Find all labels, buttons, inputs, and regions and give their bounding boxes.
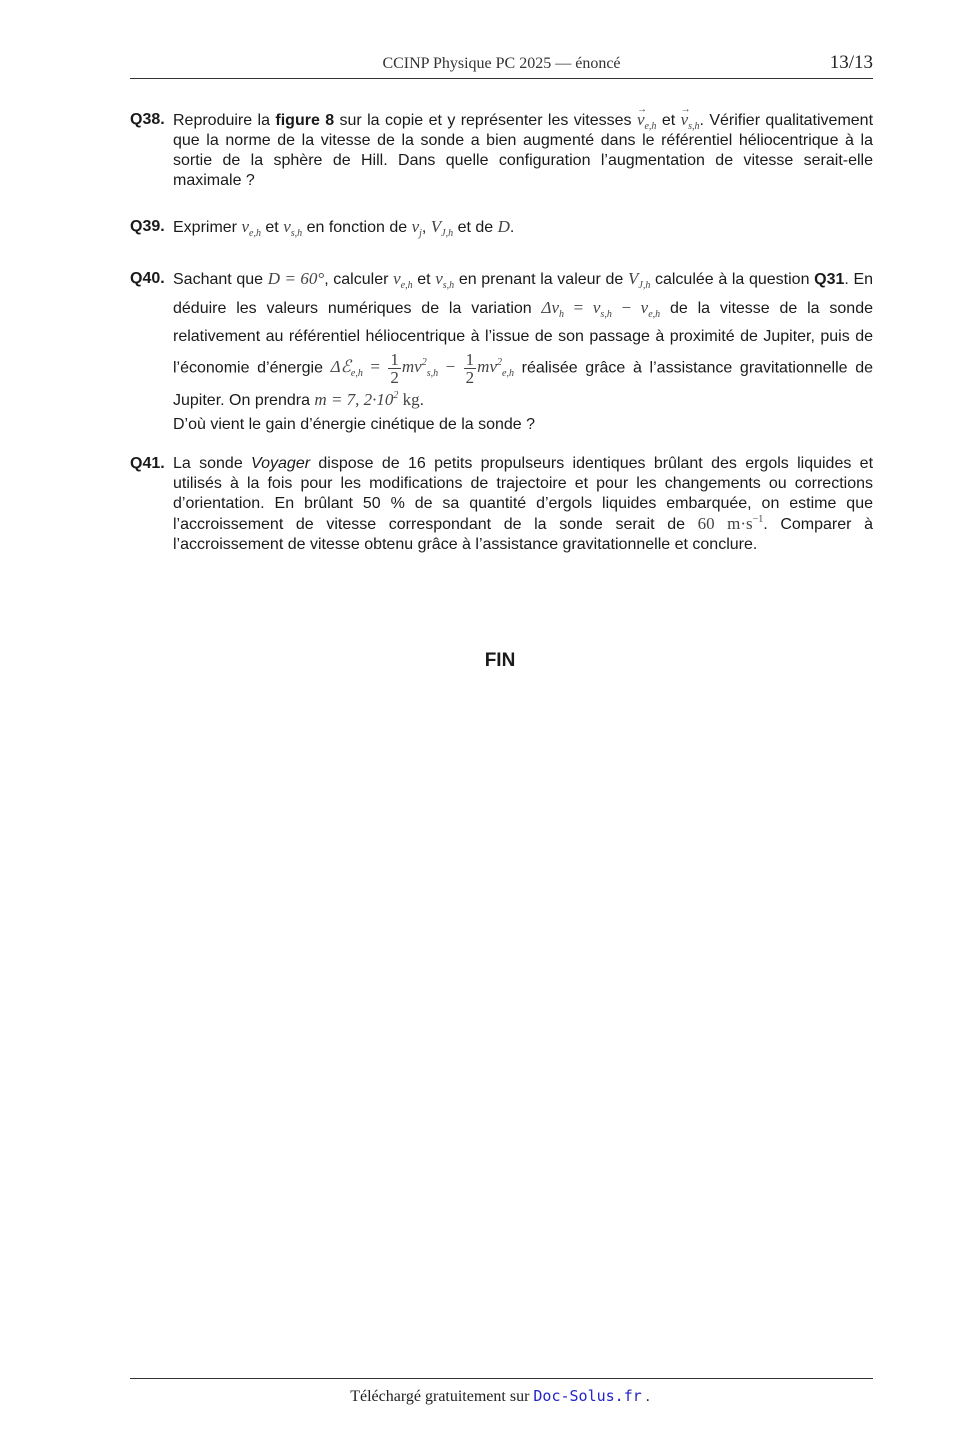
math-subscript: e,h xyxy=(249,228,261,239)
math-v-sh xyxy=(435,269,455,291)
math-subscript: J,h xyxy=(638,280,651,291)
math-subscript: e,h xyxy=(648,309,661,320)
text-span: La sonde xyxy=(173,455,252,472)
math-symbol: v xyxy=(241,217,249,236)
text-span: et xyxy=(412,271,436,288)
math-subscript: h xyxy=(559,309,565,320)
question-text xyxy=(173,110,873,191)
question-ref: Q31 xyxy=(814,271,845,288)
question-number: Q40. xyxy=(130,270,165,287)
math-subscript: e,h xyxy=(350,368,363,380)
math-delta-E xyxy=(330,350,514,387)
text-span: et de xyxy=(453,219,498,236)
text-span: Sachant que xyxy=(173,271,268,288)
math-symbol: → v xyxy=(681,110,689,130)
math-symbol: m = 7, 2·10 xyxy=(314,390,394,409)
footer-link[interactable]: Doc-Solus.fr xyxy=(533,1387,642,1405)
text-span: . Comparer à l’accroissement de vitesse obtenu grâce à l’assistance gravitationnelle et conclure. xyxy=(173,516,874,553)
footer-end: . xyxy=(641,1388,650,1405)
text-span: dispose de 16 petits propulseurs identiques brûlant des ergols liquides et utilisés à la fois pour les modifications de trajectoire et pour les changements ou corrections d’orientation. En brûlant 50 % de sa quantité d’ergols liquides embarquée, on estime que l’accroissement de vitesse correspondant de la sonde serait de xyxy=(173,455,874,533)
math-V-Jh xyxy=(430,217,454,239)
math-exponent: 2 xyxy=(421,357,427,369)
math-symbol: → v xyxy=(637,110,645,130)
math-D-eq: D = 60° xyxy=(267,269,325,288)
text-span: . En déduire les valeurs numériques de la variation xyxy=(173,271,874,317)
math-symbol: v xyxy=(283,217,291,236)
math-symbol: v xyxy=(640,298,649,317)
math-v-sh xyxy=(283,217,303,239)
math-subscript: s,h xyxy=(442,280,455,291)
end-marker: FIN xyxy=(484,650,516,671)
math-denominator: 2 xyxy=(390,368,399,387)
math-symbol: v xyxy=(393,269,401,288)
question-text xyxy=(173,454,873,555)
text-span: Exprimer xyxy=(173,219,242,236)
footer-rule xyxy=(130,1378,873,1379)
question-q40 xyxy=(130,265,873,435)
question-text xyxy=(173,265,873,435)
math-subscript: e,h xyxy=(400,280,413,291)
question-number: Q38. xyxy=(130,111,165,128)
math-symbol: V xyxy=(430,217,442,236)
math-symbol: V xyxy=(627,269,639,288)
math-denominator: 2 xyxy=(465,368,475,387)
text-span: , calculer xyxy=(324,271,394,288)
math-symbol: v xyxy=(592,298,601,317)
math-numerator: 1 xyxy=(390,350,399,369)
math-unit: kg xyxy=(398,390,420,409)
math-exponent: −1 xyxy=(752,514,764,525)
text-span: , xyxy=(421,219,431,236)
math-vec-v-eh xyxy=(636,110,657,132)
text-span: et xyxy=(656,112,681,129)
math-subscript: e,h xyxy=(644,121,657,132)
question-text xyxy=(173,217,873,238)
math-vec-v-sh xyxy=(680,110,700,132)
question-q39 xyxy=(130,217,873,238)
question-number: Q39. xyxy=(130,218,165,235)
math-subscript: J,h xyxy=(441,228,454,239)
math-operator: = xyxy=(362,357,388,377)
math-v-eh xyxy=(241,217,261,239)
text-span: de la vitesse de la sonde relativement au référentiel héliocentrique à l’issue de son passage à proximité de Jupiter, puis de l’économie d’énergie xyxy=(173,300,873,377)
figure-ref: figure 8 xyxy=(275,112,335,129)
math-v-j xyxy=(411,217,422,239)
math-D: D xyxy=(497,217,510,236)
math-symbol: mv xyxy=(401,357,422,377)
question-q41 xyxy=(130,454,873,555)
math-exponent: 2 xyxy=(393,390,399,401)
math-subscript: e,h xyxy=(502,368,514,380)
text-span: en fonction de xyxy=(302,219,412,236)
probe-name: Voyager xyxy=(251,455,311,472)
text-span: . Vérifier qualitativement que la norme de la vitesse de la sonde a bien augmenté dans le référentiel héliocentrique à la sortie de la sphère de Hill. Dans quelle configuration l’augmentation de vitesse serait-elle maximale ? xyxy=(173,112,874,189)
math-subscript: s,h xyxy=(688,121,700,132)
math-symbol: v xyxy=(435,269,443,288)
math-symbol: v xyxy=(411,217,420,236)
math-subscript: s,h xyxy=(600,309,612,320)
text-span: . xyxy=(419,392,425,409)
text-span: sur la copie et y représenter les vitesses xyxy=(334,112,637,129)
text-span: calculée à la question xyxy=(650,271,815,288)
math-symbol: mv xyxy=(477,357,497,377)
math-subscript: j xyxy=(419,228,422,239)
math-operator: − xyxy=(611,298,641,317)
page-header xyxy=(130,52,873,79)
math-v-eh xyxy=(393,269,413,291)
math-fraction xyxy=(388,351,401,386)
text-span: en prenant la valeur de xyxy=(454,271,628,288)
math-numerator: 1 xyxy=(465,350,475,369)
math-subscript: s,h xyxy=(426,368,439,380)
text-span: et xyxy=(260,219,284,236)
text-span: Reproduire la xyxy=(173,112,276,129)
math-symbol: Δℰ xyxy=(330,357,351,377)
math-symbol: Δv xyxy=(541,298,560,317)
page-number: 13/13 xyxy=(829,52,873,73)
math-V-Jh xyxy=(627,269,651,291)
math-operator: = xyxy=(564,298,593,317)
text-span: réalisée grâce à l’assistance gravitationnelle de Jupiter. On prendra xyxy=(173,359,874,409)
footer-text: Téléchargé gratuitement sur xyxy=(350,1388,534,1405)
header-title: CCINP Physique PC 2025 — énoncé xyxy=(382,55,621,72)
question-number: Q41. xyxy=(130,455,165,472)
math-operator: − xyxy=(438,357,463,377)
question-q38 xyxy=(130,110,873,191)
math-fraction xyxy=(464,351,477,386)
math-subscript: s,h xyxy=(290,228,303,239)
question-followup: D’où vient le gain d’énergie cinétique de la sonde ? xyxy=(173,416,536,433)
math-delta-v xyxy=(541,298,661,320)
math-symbol: 60 m·s xyxy=(697,514,753,533)
math-mass xyxy=(314,390,419,409)
math-speed xyxy=(698,514,764,533)
math-exponent: 2 xyxy=(497,357,502,369)
text-span: . xyxy=(509,219,515,236)
page-footer xyxy=(0,1387,980,1406)
